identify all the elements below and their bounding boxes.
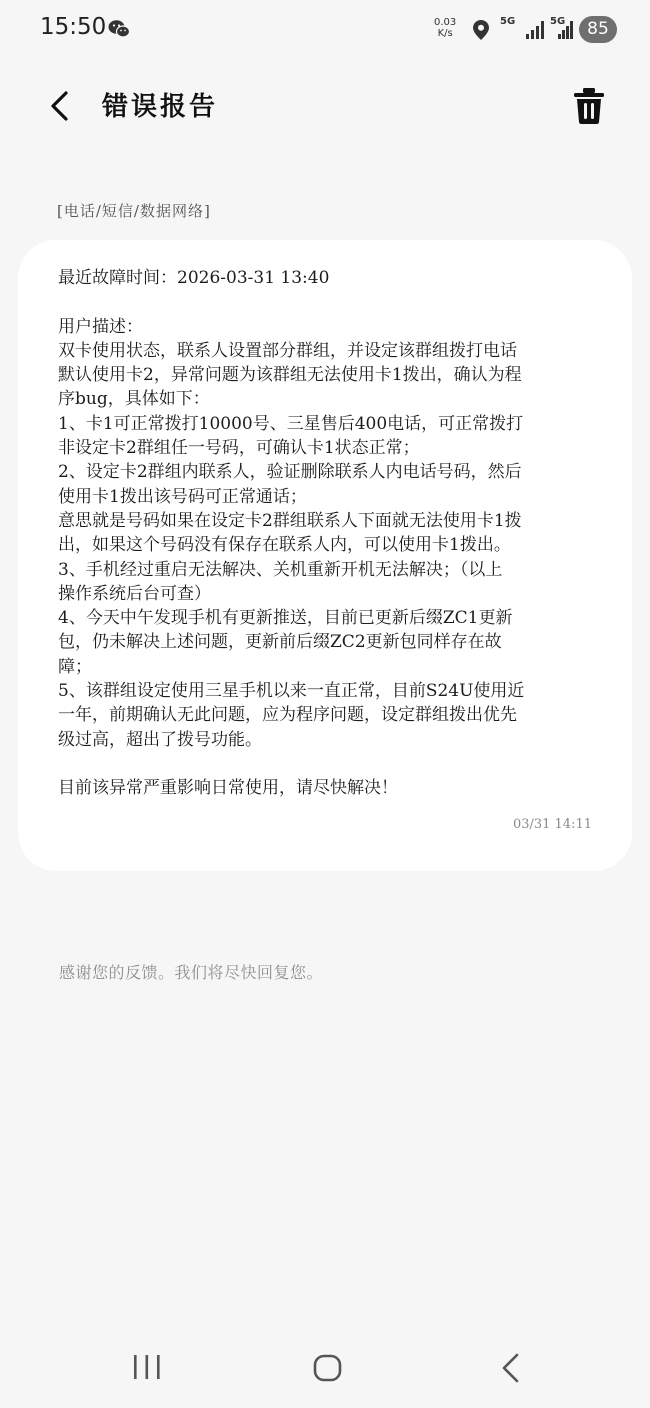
back-arrow-icon <box>44 86 80 126</box>
page-title: 错误报告 <box>102 92 219 122</box>
trash-icon <box>572 86 606 126</box>
status-time: 15:50 <box>40 14 107 40</box>
app-bar <box>0 70 650 140</box>
back-icon <box>500 1353 522 1383</box>
signal-icon <box>525 20 547 44</box>
home-button[interactable] <box>313 1354 343 1386</box>
report-body: 最近故障时间：2026-03-31 13:40 用户描述： 双卡使用状态，联系人设置部分群组，并设定该群组拨打电话 默认使用卡2，异常问题为该群组无法使用卡1拨出，确认为程 序bug，具体如下： 1、卡1可正常拨打10000号、三星售后400电话，可正常拨打 非设定卡2群组任一号码，可确认卡1状态正常； 2、设定卡2群组内联系人，验证删除联系人内电话号码，然后 使用卡1拨出该号码可正常通话； 意思就是号码如果在设定卡2群组联系人下面就无法使用卡1拨 出，如果这个号码没有保存在联系人内，可以使用卡1拨出。 3、手机经过重启无法解决、关机重新开机无法解决；（以上 操作系统后台可查） 4、今天中午发现手机有更新推送，目前已更新后缀ZC1更新 包，仍未解决上述问题，更新前后缀ZC2更新包同样存在故 障； 5、该群组设定使用三星手机以来一直正常，目前S24U使用近 一年，前期确认无此问题，应为程序问题，设定群组拨出优先 级过高，超出了拨号功能。 目前该异常严重影响日常使用，请尽快解决！ <box>58 268 525 799</box>
status-bar <box>0 0 650 60</box>
report-card <box>18 240 632 871</box>
nav-back-button[interactable] <box>500 1353 522 1387</box>
network-speed-value: 0.03 <box>434 17 457 28</box>
recents-icon <box>132 1354 162 1380</box>
back-button[interactable] <box>44 86 80 126</box>
network-speed-unit: K/s <box>437 28 453 39</box>
home-icon <box>313 1354 343 1382</box>
thanks-message: 感谢您的反馈。我们将尽快回复您。 <box>59 963 324 982</box>
location-icon <box>473 20 489 44</box>
network-speed <box>434 17 456 39</box>
network-type-1: 5G <box>500 16 516 27</box>
network-type-2: 5G <box>550 16 566 27</box>
recents-button[interactable] <box>132 1354 162 1384</box>
wechat-icon <box>108 19 130 43</box>
navigation-bar <box>0 1330 650 1408</box>
signal-icon-2 <box>557 20 575 44</box>
delete-button[interactable] <box>572 86 606 126</box>
battery-indicator: 85 <box>579 16 617 43</box>
category-tag: [电话/短信/数据网络] <box>57 202 211 220</box>
report-timestamp: 03/31 14:11 <box>512 817 592 832</box>
